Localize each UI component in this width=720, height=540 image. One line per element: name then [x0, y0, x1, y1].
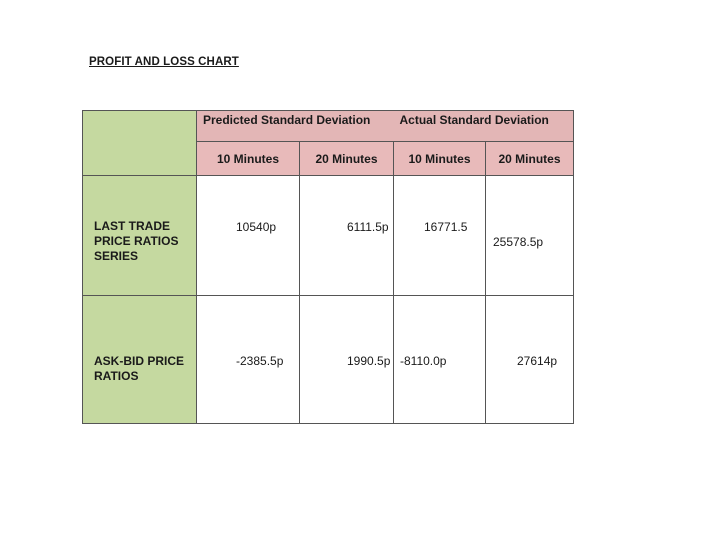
data-cell: [197, 176, 300, 296]
row-label: ASK-BID PRICE RATIOS: [94, 354, 185, 383]
profit-loss-table: [82, 110, 574, 424]
data-cell: [300, 296, 394, 424]
data-cell: [300, 176, 394, 296]
cell-value: -2385.5p: [236, 354, 284, 368]
subheader-actual-20min: 20 Minutes: [486, 142, 574, 176]
predicted-std-dev-header: Predicted Standard Deviation: [197, 111, 394, 142]
data-cell: [394, 296, 486, 424]
actual-std-dev-header: Actual Standard Deviation: [394, 111, 574, 142]
data-cell: [197, 296, 300, 424]
cell-value: -8110.0p: [400, 354, 447, 368]
row-label-cell: [83, 296, 197, 424]
cell-value: 10540p: [236, 220, 277, 234]
subheader-predicted-10min: 10 Minutes: [197, 142, 300, 176]
cell-value: 25578.5p: [493, 235, 544, 249]
table-row: [83, 176, 574, 296]
header-corner-cell: [83, 111, 197, 176]
page-title: PROFIT AND LOSS CHART: [89, 56, 239, 68]
subheader-predicted-20min: 20 Minutes: [300, 142, 394, 176]
row-label-cell: [83, 176, 197, 296]
row-label: LAST TRADE PRICE RATIOS SERIES: [94, 219, 179, 263]
data-cell: [486, 296, 574, 424]
cell-value: 1990.5p: [347, 354, 391, 368]
table-header-row: [83, 111, 574, 142]
cell-value: 27614p: [517, 354, 558, 368]
table-row: [83, 296, 574, 424]
data-cell: [394, 176, 486, 296]
cell-value: 6111.5p: [347, 220, 389, 234]
cell-value: 16771.5: [424, 220, 468, 234]
subheader-actual-10min: 10 Minutes: [394, 142, 486, 176]
data-cell: [486, 176, 574, 296]
